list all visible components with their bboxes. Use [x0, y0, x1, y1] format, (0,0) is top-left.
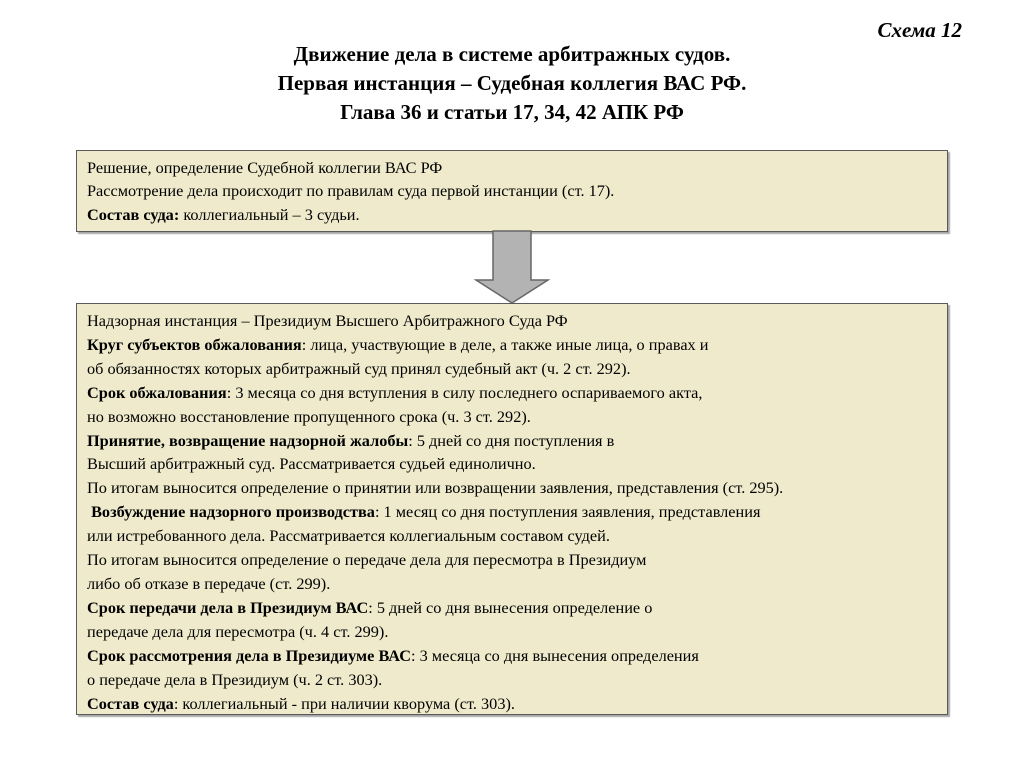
proceedings-initiation: [87, 500, 937, 524]
review-term: [87, 644, 937, 668]
proceedings-initiation-text-4: либо об отказе в передаче (ст. 299).: [87, 573, 331, 593]
scheme-number: Схема 12: [877, 18, 962, 42]
supervisory-instance-box: [76, 303, 948, 715]
composition-value: коллегиальный – 3 судьи.: [179, 204, 360, 224]
complaint-acceptance-text-2: Высший арбитражный суд. Рассматривается судьей единолично.: [87, 454, 536, 474]
transfer-term-label: Срок передачи дела в Президиум ВАС: [87, 597, 369, 617]
appeal-term-text-1: : 3 месяца со дня вступления в силу последнего оспариваемого акта,: [226, 382, 703, 402]
page-title: [0, 40, 1024, 127]
first-instance-rules: Рассмотрение дела происходит по правилам суда первой инстанции (ст. 17).: [87, 181, 615, 201]
complaint-acceptance-label: Принятие, возвращение надзорной жалобы: [87, 430, 409, 450]
transfer-term: [87, 596, 937, 620]
appeal-subjects-text-1: : лица, участвующие в деле, а также иные лица, о правах и: [301, 334, 709, 354]
proceedings-initiation-text-2: или истребованного дела. Рассматривается коллегиальным составом судей.: [87, 526, 610, 546]
proceedings-initiation-text-3: По итогам выносится определение о передаче дела для пересмотра в Президиум: [87, 550, 647, 570]
proceedings-initiation-text-1: : 1 месяц со дня поступления заявления, представления: [374, 502, 761, 522]
transfer-term-text-2: передаче дела для пересмотра (ч. 4 ст. 299).: [87, 621, 389, 641]
supervisory-heading: Надзорная инстанция – Президиум Высшего Арбитражного Суда РФ: [87, 311, 568, 330]
review-term-label: Срок рассмотрения дела в Президиуме ВАС: [87, 645, 411, 665]
complaint-acceptance-text-1: : 5 дней со дня поступления в: [408, 430, 615, 450]
court-composition: [87, 692, 937, 716]
review-term-text-1: : 3 месяца со дня вынесения определения: [410, 645, 699, 665]
review-term-text-2: о передаче дела в Президиум (ч. 2 ст. 303).: [87, 669, 383, 689]
first-instance-composition: [87, 203, 937, 226]
down-arrow-shape: [476, 231, 548, 303]
complaint-acceptance: [87, 429, 937, 453]
appeal-subjects: [87, 333, 937, 357]
down-arrow-icon: [474, 230, 550, 305]
title-line-3: Глава 36 и статьи 17, 34, 42 АПК РФ: [340, 100, 684, 124]
appeal-subjects-label: Круг субъектов обжалования: [87, 334, 302, 354]
title-line-2: Первая инстанция – Судебная коллегия ВАС РФ.: [277, 71, 747, 95]
proceedings-initiation-label: Возбуждение надзорного производства: [87, 502, 375, 522]
title-line-1: Движение дела в системе арбитражных судов.: [293, 42, 731, 66]
appeal-subjects-text-2: об обязанностях которых арбитражный суд принял судебный акт (ч. 2 ст. 292).: [87, 358, 631, 378]
first-instance-heading: Решение, определение Судебной коллегии ВАС РФ: [87, 158, 443, 177]
court-composition-text: : коллегиальный - при наличии кворума (ст. 303).: [173, 693, 515, 713]
appeal-term-text-2: но возможно восстановление пропущенного срока (ч. 3 ст. 292).: [87, 406, 531, 426]
first-instance-box: [76, 150, 948, 232]
composition-label: Состав суда:: [87, 204, 180, 224]
transfer-term-text-1: : 5 дней со дня вынесения определение о: [368, 597, 653, 617]
complaint-acceptance-text-3: По итогам выносится определение о принятии или возвращении заявления, представления (ст. 295).: [87, 478, 784, 498]
court-composition-label: Состав суда: [87, 693, 174, 713]
appeal-term-label: Срок обжалования: [87, 382, 227, 402]
appeal-term: [87, 381, 937, 405]
